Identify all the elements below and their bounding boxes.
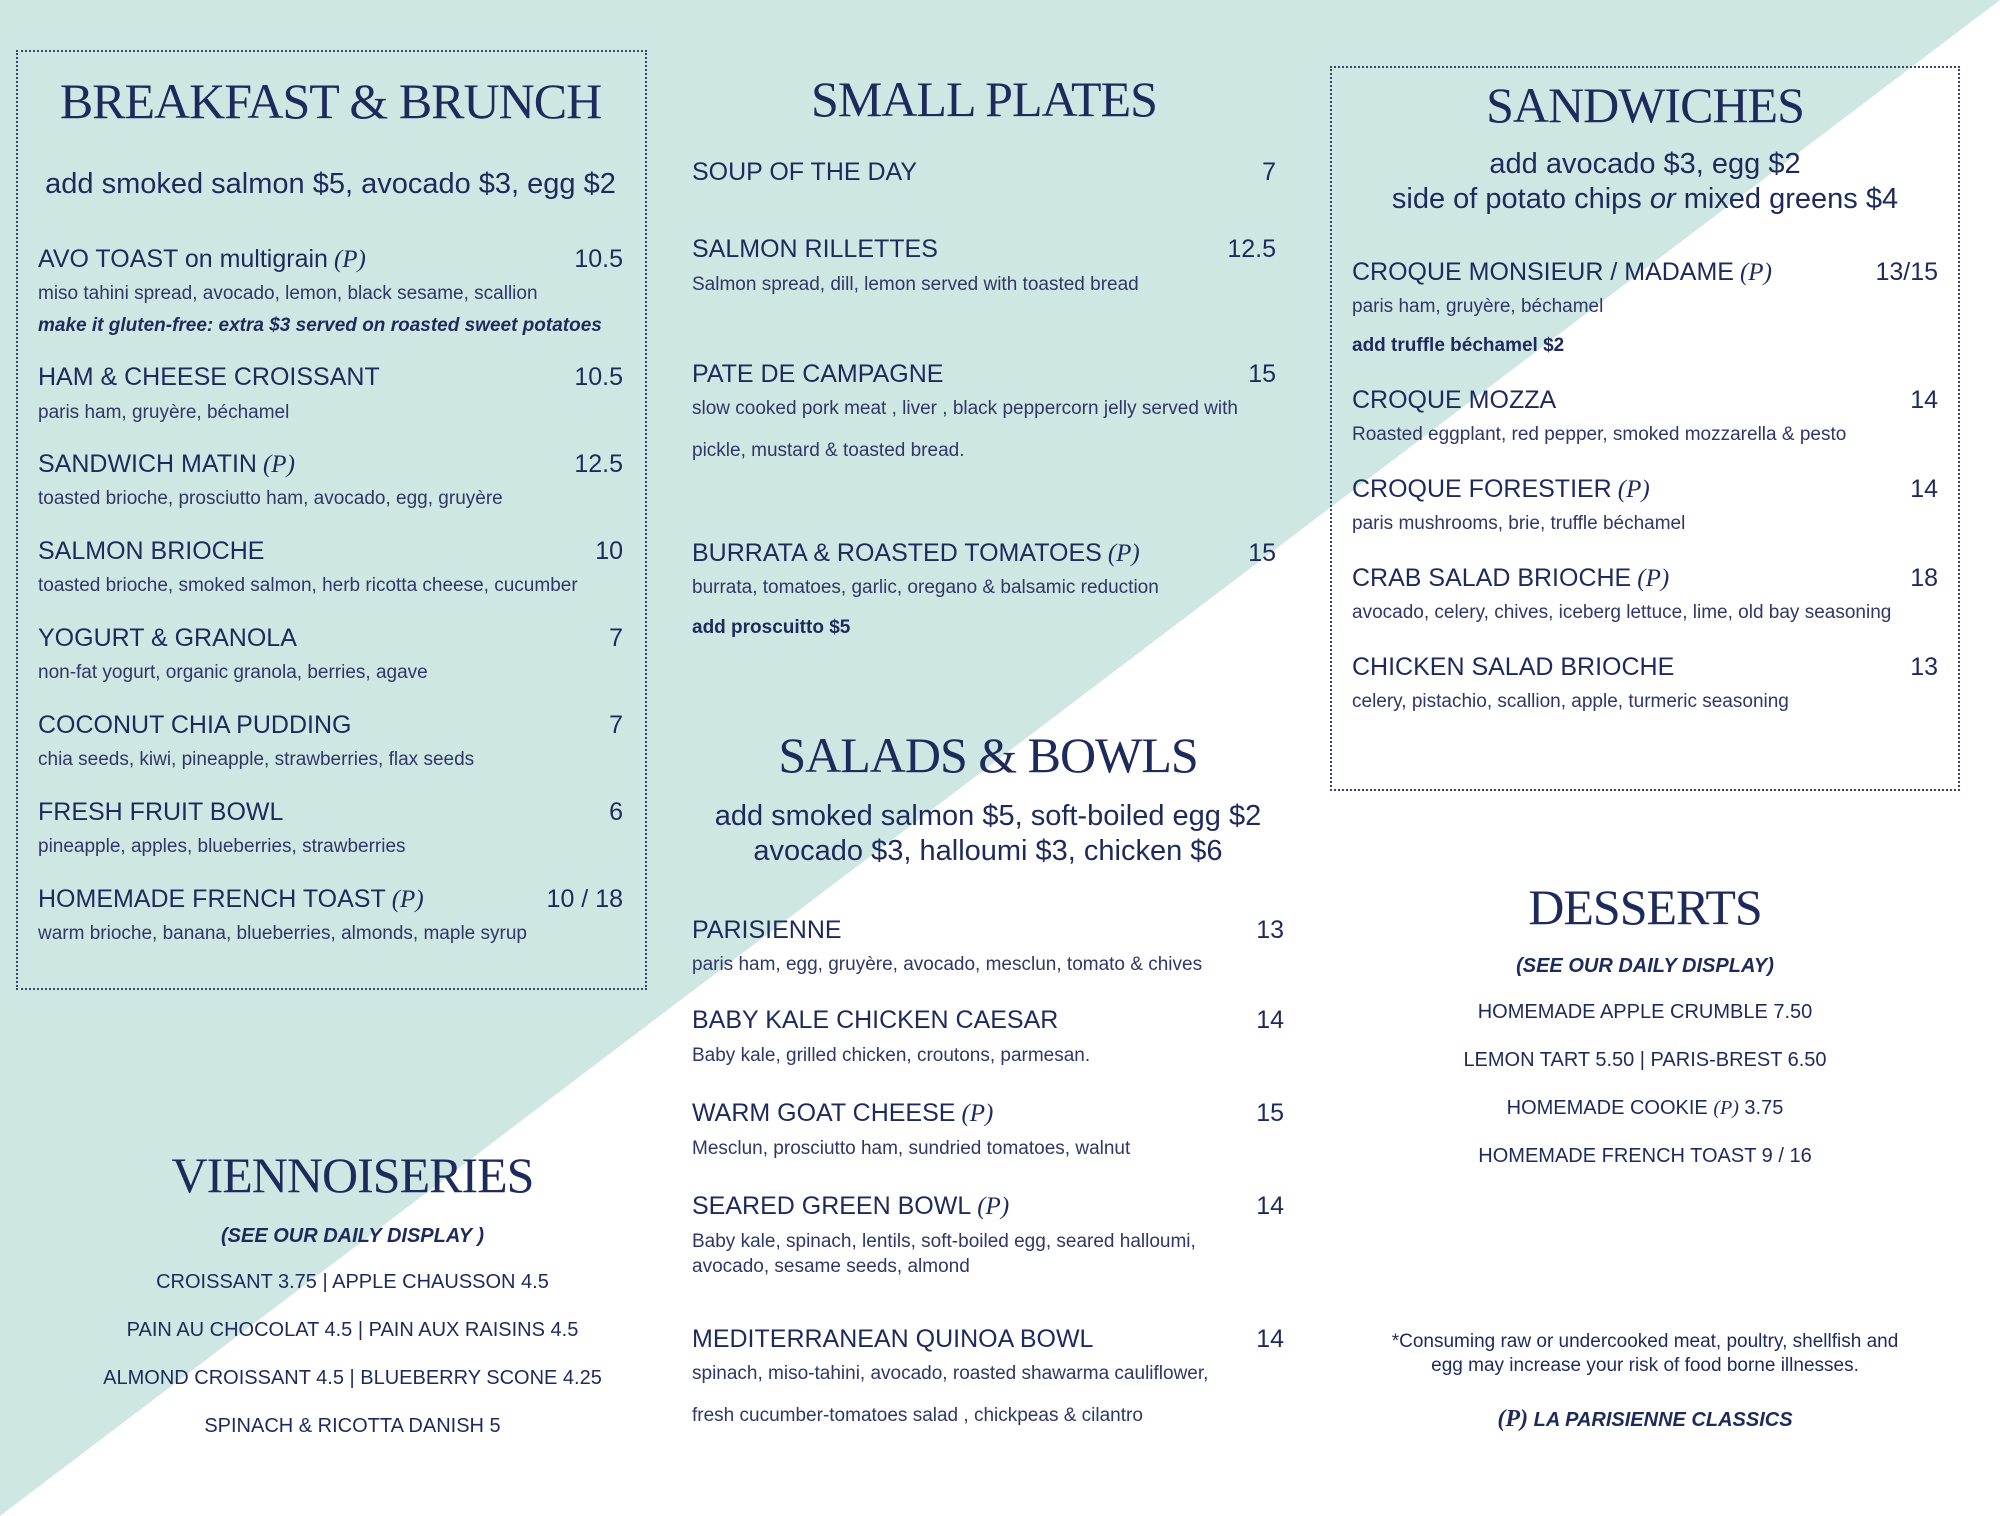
menu-item-header <box>1352 385 1938 416</box>
menu-item <box>1352 257 1938 360</box>
menu-item-name: SALMON BRIOCHE <box>38 537 265 566</box>
menu-item-description: Baby kale, spinach, lentils, soft-boiled egg, seared halloumi, <box>692 1230 1196 1252</box>
menu-item-price: 14 <box>1256 1006 1284 1035</box>
menu-item-name: CROQUE MONSIEUR / MADAME <box>1352 257 1734 286</box>
dessert-line: LEMON TART 5.50 | PARIS-BREST 6.50 <box>1463 1049 1827 1071</box>
menu-item <box>692 1005 1284 1068</box>
menu-item-price: 18 <box>1910 563 1938 592</box>
menu-item <box>692 234 1276 297</box>
menu-item-name: WARM GOAT CHEESE <box>692 1099 956 1128</box>
menu-item-name: CROQUE MOZZA <box>1352 386 1557 415</box>
menu-item-price: 10.5 <box>574 244 623 273</box>
menu-item-name: COCONUT CHIA PUDDING <box>38 710 352 739</box>
breakfast-addon: add smoked salmon $5, avocado $3, egg $2 <box>45 168 616 200</box>
menu-item-description: chia seeds, kiwi, pineapple, strawberries, flax seeds <box>38 749 475 771</box>
salads-section <box>692 728 1284 1428</box>
menu-item-name: CRAB SALAD BRIOCHE <box>1352 563 1632 592</box>
dessert-line: HOMEMADE APPLE CRUMBLE 7.50 <box>1477 1001 1813 1023</box>
menu-item-description: avocado, sesame seeds, almond <box>692 1256 970 1278</box>
menu-item-description: fresh cucumber-tomatoes salad , chickpeas & cilantro <box>692 1404 1143 1426</box>
small-plates-title: SMALL PLATES <box>811 71 1157 127</box>
menu-item-price: 10 <box>595 537 623 566</box>
menu-item-header <box>38 623 623 654</box>
sandwiches-addon-or: or <box>1649 182 1676 215</box>
menu-item <box>38 449 623 512</box>
classic-tag: (P) <box>262 451 295 479</box>
classic-tag: (P) <box>333 245 366 273</box>
menu-item-note: make it gluten-free: extra $3 served on roasted sweet potatoes <box>38 314 602 336</box>
menu-item-description: toasted brioche, prosciutto ham, avocado, egg, gruyère <box>38 488 503 510</box>
disclaimer-line-1: *Consuming raw or undercooked meat, poultry, shellfish and <box>1391 1331 1899 1352</box>
classic-tag: (P) <box>961 1100 994 1128</box>
menu-item-name: FRESH FRUIT BOWL <box>38 797 284 826</box>
menu-item-description: pineapple, apples, blueberries, strawberries <box>38 836 406 858</box>
menu-item-name: PARISIENNE <box>692 915 842 944</box>
menu-item-title <box>1352 257 1772 288</box>
classic-tag: (P) <box>1497 1405 1529 1432</box>
desserts-subtitle: (SEE OUR DAILY DISPLAY) <box>1516 955 1774 977</box>
menu-item <box>38 244 623 339</box>
menu-item-name: YOGURT & GRANOLA <box>38 624 297 652</box>
classics-label: LA PARISIENNE CLASSICS <box>1528 1408 1793 1431</box>
menu-item-name: AVO TOAST on multigrain <box>38 244 328 273</box>
dessert-line-part: 3.75 <box>1738 1097 1784 1119</box>
menu-item-title <box>692 1324 1093 1355</box>
menu-item-description: paris ham, egg, gruyère, avocado, mesclun, tomato & chives <box>692 953 1203 975</box>
menu-item-header <box>692 157 1276 188</box>
menu-item-title <box>38 536 264 567</box>
menu-item <box>692 1191 1284 1280</box>
small-plates-items <box>692 157 1276 640</box>
menu-item-price: 14 <box>1910 386 1938 415</box>
viennoiseries-line: SPINACH & RICOTTA DANISH 5 <box>204 1415 501 1437</box>
menu-item <box>1352 385 1938 448</box>
viennoiseries-section <box>60 1148 645 1450</box>
menu-item-price: 13 <box>1256 915 1284 944</box>
menu-item-header <box>692 1191 1284 1222</box>
menu-item-name: CROQUE FORESTIER <box>1352 475 1612 504</box>
menu-item <box>38 884 623 947</box>
menu-item-price: 13/15 <box>1875 257 1938 286</box>
menu-item-price: 6 <box>609 797 623 826</box>
menu-item-price: 14 <box>1910 475 1938 504</box>
menu-item-title <box>1352 474 1650 505</box>
menu-item-title <box>1352 652 1674 683</box>
salads-addon-line-2: avocado $3, halloumi $3, chicken $6 <box>753 834 1223 867</box>
menu-item-title <box>38 797 283 828</box>
menu-item-price: 14 <box>1256 1192 1284 1221</box>
dessert-line: HOMEMADE FRENCH TOAST 9 / 16 <box>1478 1145 1812 1167</box>
desserts-list <box>1330 988 1960 1180</box>
footer <box>1330 1330 1960 1433</box>
menu-item-title <box>692 1005 1058 1036</box>
menu-item-description: non-fat yogurt, organic granola, berries, agave <box>38 662 428 684</box>
viennoiseries-line: ALMOND CROISSANT 4.5 | BLUEBERRY SCONE 4.25 <box>103 1367 602 1389</box>
dessert-line-part: HOMEMADE COOKIE <box>1506 1097 1714 1119</box>
menu-item-name: HAM & CHEESE CROISSANT <box>38 363 380 392</box>
classic-tag: (P) <box>1617 476 1650 504</box>
menu-item-title <box>692 359 943 390</box>
menu-item-name: BABY KALE CHICKEN CAESAR <box>692 1006 1059 1035</box>
breakfast-section <box>16 50 647 990</box>
menu-item-description: Baby kale, grilled chicken, croutons, parmesan. <box>692 1044 1091 1066</box>
menu-item <box>38 362 623 425</box>
menu-item-title <box>38 710 351 741</box>
viennoiseries-list <box>60 1258 645 1450</box>
menu-item-header <box>38 449 623 480</box>
menu-item-description: avocado, celery, chives, iceberg lettuce, lime, old bay seasoning <box>1352 602 1892 624</box>
breakfast-title: BREAKFAST & BRUNCH <box>59 73 602 129</box>
menu-item-name: SANDWICH MATIN <box>38 450 257 479</box>
menu-item-header <box>38 884 623 915</box>
menu-item-price: 15 <box>1248 360 1276 389</box>
menu-item-price: 14 <box>1256 1324 1284 1353</box>
menu-item-header <box>692 1324 1284 1355</box>
desserts-title: DESSERTS <box>1528 879 1762 935</box>
menu-item <box>692 1098 1284 1161</box>
menu-item-addon: add proscuitto $5 <box>692 616 851 638</box>
sandwiches-items <box>1352 257 1938 715</box>
menu-item-header <box>692 359 1276 390</box>
menu-item-header <box>38 797 623 828</box>
menu-item-description: miso tahini spread, avocado, lemon, black sesame, scallion <box>38 283 538 305</box>
menu-item <box>692 359 1276 464</box>
menu-item <box>692 157 1276 188</box>
menu-item-header <box>38 710 623 741</box>
menu-item-description: pickle, mustard & toasted bread. <box>692 440 965 462</box>
menu-item <box>38 797 623 860</box>
sandwiches-addon-part: side of potato chips <box>1391 182 1650 215</box>
menu-item-description: warm brioche, banana, blueberries, almonds, maple syrup <box>38 922 527 944</box>
menu-item-header <box>692 1005 1284 1036</box>
menu-item-header <box>38 244 623 275</box>
small-plates-section <box>692 72 1276 640</box>
classic-tag: (P) <box>1739 258 1772 286</box>
menu-item-title <box>38 244 366 275</box>
menu-item-price: 10.5 <box>574 363 623 392</box>
sandwiches-addon-part: mixed greens $4 <box>1675 182 1899 215</box>
menu-item <box>1352 474 1938 537</box>
menu-item <box>692 538 1276 641</box>
salads-items <box>692 915 1284 1429</box>
menu-item-price: 10 / 18 <box>546 884 623 913</box>
menu-item-price: 15 <box>1256 1099 1284 1128</box>
menu-item-name: MEDITERRANEAN QUINOA BOWL <box>692 1324 1094 1353</box>
menu-item-description: celery, pistachio, scallion, apple, turmeric seasoning <box>1352 691 1789 713</box>
menu-item-title <box>38 623 297 654</box>
menu-item-name: SOUP OF THE DAY <box>692 158 918 186</box>
menu-item-description: toasted brioche, smoked salmon, herb ricotta cheese, cucumber <box>38 575 578 597</box>
menu-item-header <box>692 234 1276 265</box>
menu-item <box>38 623 623 686</box>
salads-title: SALADS & BOWLS <box>778 727 1198 783</box>
menu-item-title <box>1352 385 1556 416</box>
menu-item <box>692 915 1284 978</box>
viennoiseries-subtitle: (SEE OUR DAILY DISPLAY ) <box>221 1225 484 1247</box>
menu-item-title <box>692 234 938 265</box>
menu-item-name: CHICKEN SALAD BRIOCHE <box>1352 652 1675 681</box>
dessert-line <box>1330 1084 1960 1132</box>
menu-item-description: Salmon spread, dill, lemon served with toasted bread <box>692 273 1139 295</box>
desserts-section <box>1330 880 1960 1180</box>
menu-item-title <box>38 449 295 480</box>
menu-item-price: 13 <box>1910 652 1938 681</box>
classic-tag: (P) <box>977 1193 1010 1221</box>
menu-item-description: paris ham, gruyère, béchamel <box>1352 295 1604 317</box>
menu-item-title <box>692 1191 1009 1222</box>
menu-item-header <box>1352 652 1938 683</box>
menu-item-price: 7 <box>609 710 623 739</box>
menu-item-header <box>1352 257 1938 288</box>
menu-item-description: Mesclun, prosciutto ham, sundried tomatoes, walnut <box>692 1137 1131 1159</box>
menu-item <box>38 710 623 773</box>
menu-item-description: paris mushrooms, brie, truffle béchamel <box>1352 513 1686 535</box>
menu-item-title <box>38 884 424 915</box>
menu-item-price: 12.5 <box>1227 235 1276 264</box>
disclaimer-line-2: egg may increase your risk of food borne illnesses. <box>1431 1354 1859 1376</box>
menu-item-description: slow cooked pork meat , liver , black peppercorn jelly served with <box>692 398 1238 420</box>
menu-item-price: 12.5 <box>574 450 623 479</box>
menu-item-description: spinach, miso-tahini, avocado, roasted shawarma cauliflower, <box>692 1363 1209 1385</box>
menu-item-name: HOMEMADE FRENCH TOAST <box>38 884 386 913</box>
menu-item-price: 15 <box>1248 538 1276 567</box>
menu-item-price: 7 <box>1262 158 1276 186</box>
menu-item <box>38 536 623 599</box>
menu-item <box>692 1324 1284 1429</box>
menu-item-name: PATE DE CAMPAGNE <box>692 360 944 389</box>
menu-item-name: SALMON RILLETTES <box>692 235 938 264</box>
classics-legend <box>1330 1406 1960 1433</box>
menu-item-description: paris ham, gruyère, béchamel <box>38 401 290 423</box>
classic-tag: (P) <box>1713 1097 1739 1119</box>
breakfast-items <box>38 244 623 947</box>
sandwiches-title: SANDWICHES <box>1486 77 1804 133</box>
menu-item-header <box>692 1098 1284 1129</box>
menu-item <box>1352 652 1938 715</box>
menu-item <box>1352 563 1938 626</box>
menu-item-header <box>1352 563 1938 594</box>
menu-item-header <box>38 362 623 393</box>
menu-item-header <box>38 536 623 567</box>
sandwiches-addon-line-1: add avocado $3, egg $2 <box>1489 148 1801 180</box>
viennoiseries-line: PAIN AU CHOCOLAT 4.5 | PAIN AUX RAISINS 4.5 <box>126 1319 579 1341</box>
menu-item-description: Roasted eggplant, red pepper, smoked mozzarella & pesto <box>1352 424 1847 446</box>
classic-tag: (P) <box>1107 539 1140 567</box>
menu-item-description: burrata, tomatoes, garlic, oregano & balsamic reduction <box>692 576 1159 598</box>
sandwiches-addon-line-2 <box>1352 182 1938 217</box>
menu-item-title <box>38 362 380 393</box>
menu-item-title <box>692 915 842 946</box>
menu-item-header <box>692 538 1276 569</box>
menu-item-header <box>1352 474 1938 505</box>
classic-tag: (P) <box>391 885 424 913</box>
menu-item-header <box>692 915 1284 946</box>
menu-item-title <box>692 538 1140 569</box>
viennoiseries-line: CROISSANT 3.75 | APPLE CHAUSSON 4.5 <box>156 1271 549 1293</box>
menu-item-price: 7 <box>609 624 623 652</box>
salads-addon-line-1: add smoked salmon $5, soft-boiled egg $2 <box>714 800 1262 832</box>
menu-item-title <box>692 1098 993 1129</box>
menu-item-title <box>692 157 917 188</box>
classic-tag: (P) <box>1637 564 1670 592</box>
menu-item-title <box>1352 563 1669 594</box>
menu-item-name: BURRATA & ROASTED TOMATOES <box>692 538 1102 567</box>
sandwiches-section <box>1330 66 1960 791</box>
menu-item-name: SEARED GREEN BOWL <box>692 1192 972 1221</box>
viennoiseries-title: VIENNOISERIES <box>171 1147 534 1203</box>
menu-item-addon: add truffle béchamel $2 <box>1352 335 1565 357</box>
